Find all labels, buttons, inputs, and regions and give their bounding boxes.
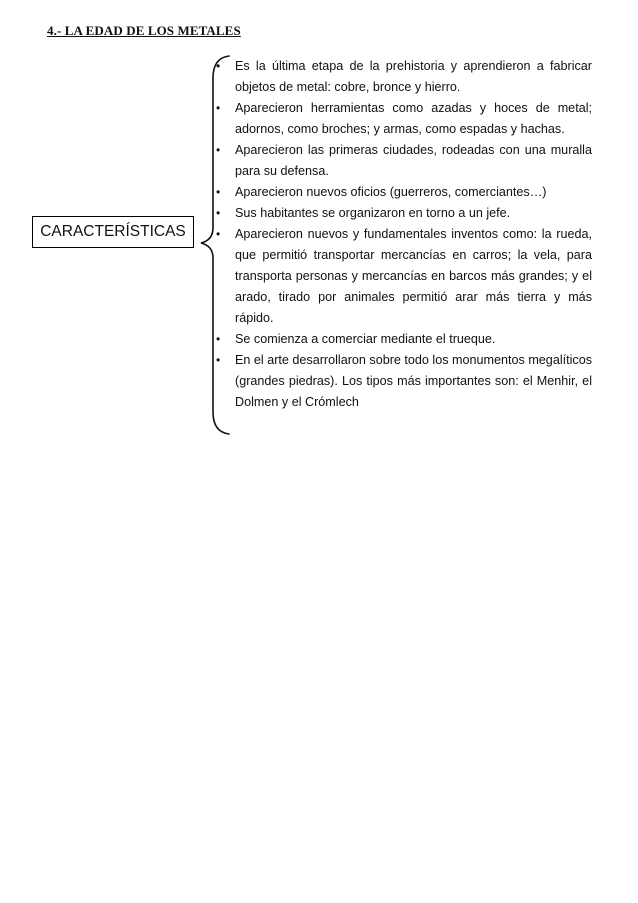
- list-item-text: Aparecieron las primeras ciudades, rodeadas con una muralla para su defensa.: [235, 143, 592, 178]
- list-item: [216, 329, 592, 350]
- list-item: [216, 224, 592, 329]
- bullet-icon: •: [216, 332, 221, 346]
- list-item: [216, 182, 592, 203]
- list-item: [216, 350, 592, 413]
- list-item-text: Es la última etapa de la prehistoria y aprendieron a fabricar objetos de metal: cobre, bronce y hierro.: [235, 59, 592, 94]
- bullet-icon: •: [216, 59, 221, 73]
- list-item-text: Se comienza a comerciar mediante el trueque.: [235, 332, 496, 346]
- list-item-text: Aparecieron nuevos y fundamentales inventos como: la rueda, que permitió transportar mercancías en carros; la vela, para transporta personas y mercancías en barcos más grandes; y el arado, tirado por animales permitió arar más tierra y más rápido.: [235, 227, 592, 325]
- list-item-text: En el arte desarrollaron sobre todo los monumentos megalíticos (grandes piedras). Los tipos más importantes son: el Menhir, el Dolmen y el Crómlech: [235, 353, 593, 409]
- list-item: [216, 140, 592, 182]
- list-item: [216, 203, 592, 224]
- bullet-icon: •: [216, 353, 221, 367]
- list-item: [216, 56, 592, 98]
- characteristics-list: [216, 56, 592, 413]
- bullet-icon: •: [216, 143, 221, 157]
- concept-box-label: CARACTERÍSTICAS: [32, 216, 194, 248]
- bullet-icon: •: [216, 227, 221, 241]
- page-title: 4.- LA EDAD DE LOS METALES: [47, 23, 241, 38]
- bullet-icon: •: [216, 101, 221, 115]
- bullet-icon: •: [216, 185, 221, 199]
- bullet-icon: •: [216, 206, 221, 220]
- list-item-text: Aparecieron herramientas como azadas y hoces de metal; adornos, como broches; y armas, como espadas y hachas.: [235, 101, 592, 136]
- list-item-text: Aparecieron nuevos oficios (guerreros, comerciantes…): [235, 185, 547, 199]
- list-item: [216, 98, 592, 140]
- list-item-text: Sus habitantes se organizaron en torno a un jefe.: [235, 206, 511, 220]
